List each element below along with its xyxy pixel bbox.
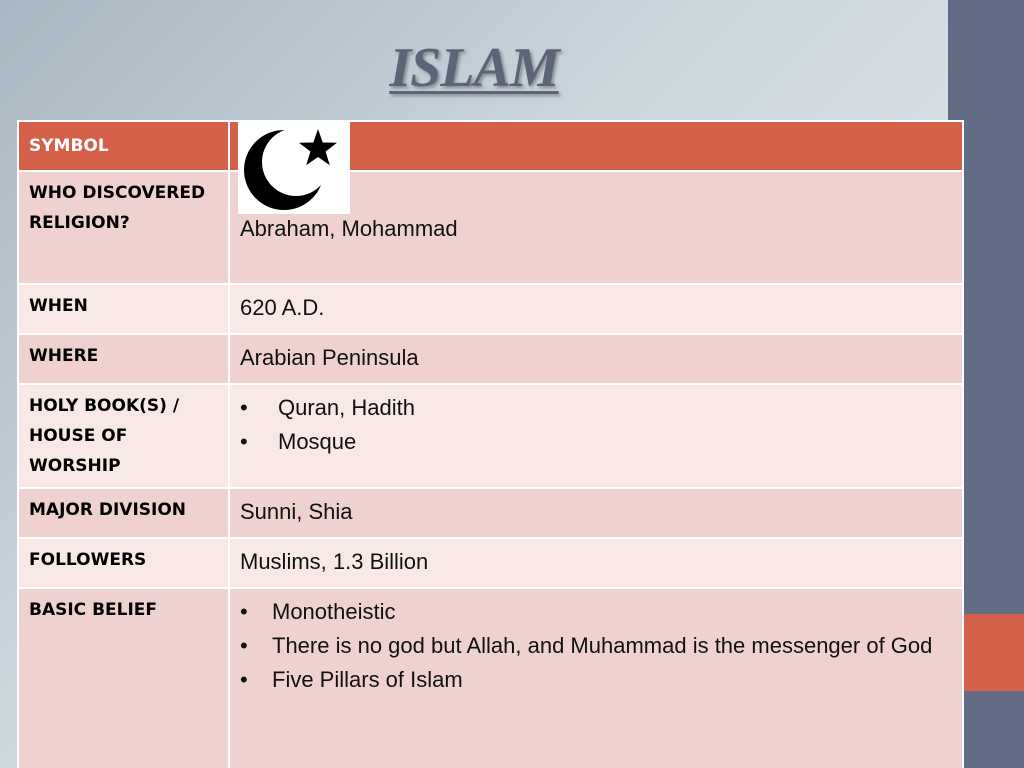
list-item: • Five Pillars of Islam xyxy=(240,663,952,697)
table-row xyxy=(18,488,963,538)
table-row xyxy=(18,284,963,334)
row-value xyxy=(229,588,963,768)
star-and-crescent-icon xyxy=(238,120,350,214)
row-value: Abraham, Mohammad xyxy=(229,171,963,284)
slide-title: ISLAM xyxy=(389,37,559,99)
row-value xyxy=(229,384,963,488)
bullet-list xyxy=(240,391,952,459)
list-item: • Mosque xyxy=(240,425,952,459)
side-accent-block xyxy=(964,614,1024,691)
list-item: • Quran, Hadith xyxy=(240,391,952,425)
row-value: 620 A.D. xyxy=(229,284,963,334)
row-value: Arabian Peninsula xyxy=(229,334,963,384)
row-label: MAJOR DIVISION xyxy=(18,488,229,538)
table-row xyxy=(18,384,963,488)
list-item: • There is no god but Allah, and Muhammad is the messenger of God xyxy=(240,629,952,663)
row-label: SYMBOL xyxy=(18,121,229,171)
table-row xyxy=(18,334,963,384)
table-row xyxy=(18,121,963,171)
table-row xyxy=(18,171,963,284)
symbol-image xyxy=(238,120,350,214)
row-label: WHERE xyxy=(18,334,229,384)
row-value: Muslims, 1.3 Billion xyxy=(229,538,963,588)
bullet-list xyxy=(240,595,952,697)
religion-table xyxy=(17,120,964,768)
row-label: WHEN xyxy=(18,284,229,334)
table-row xyxy=(18,538,963,588)
list-item: • Monotheistic xyxy=(240,595,952,629)
row-value: Sunni, Shia xyxy=(229,488,963,538)
row-label: BASIC BELIEF xyxy=(18,588,229,768)
row-label: HOLY BOOK(S) / HOUSE OF WORSHIP xyxy=(18,384,229,488)
table-row xyxy=(18,588,963,768)
row-label: FOLLOWERS xyxy=(18,538,229,588)
row-label: WHO DISCOVERED RELIGION? xyxy=(18,171,229,284)
